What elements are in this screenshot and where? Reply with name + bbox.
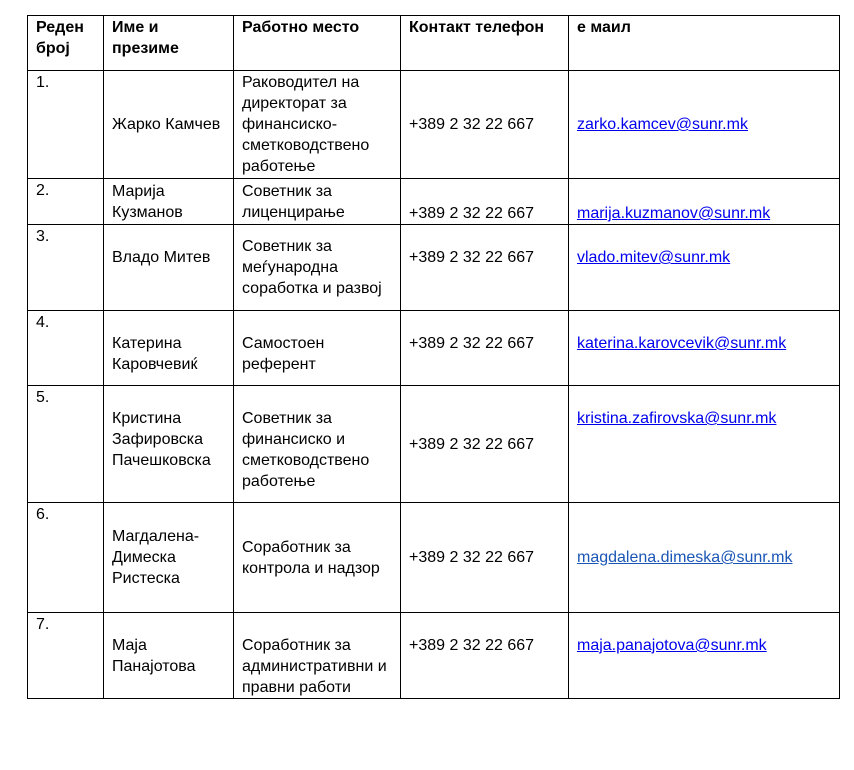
- staff-position: Советник за лиценцирање: [234, 179, 401, 225]
- staff-phone: +389 2 32 22 667: [401, 503, 569, 613]
- email-link[interactable]: zarko.kamcev@sunr.mk: [577, 116, 748, 133]
- email-link[interactable]: maja.panajotova@sunr.mk: [577, 637, 767, 654]
- row-number: 7.: [28, 613, 104, 699]
- email-link[interactable]: kristina.zafirovska@sunr.mk: [577, 410, 777, 427]
- header-number: Реден број: [28, 16, 104, 71]
- table-row: [28, 311, 840, 386]
- staff-position: Раководител на директорат за финансиско-сметководствено работење: [234, 71, 401, 179]
- staff-name: Катерина Каровчевиќ: [104, 311, 234, 386]
- staff-email-cell: [569, 71, 840, 179]
- staff-position: Советник за финансиско и сметководствено работење: [234, 386, 401, 503]
- staff-phone: +389 2 32 22 667: [401, 71, 569, 179]
- table-row: [28, 386, 840, 503]
- header-position: Работно место: [234, 16, 401, 71]
- staff-email-cell: [569, 613, 840, 699]
- table-row: [28, 179, 840, 225]
- staff-position: Соработник за контрола и надзор: [234, 503, 401, 613]
- staff-phone: +389 2 32 22 667: [401, 386, 569, 503]
- staff-phone: +389 2 32 22 667: [401, 225, 569, 311]
- email-link[interactable]: vlado.mitev@sunr.mk: [577, 249, 731, 266]
- header-email: е маил: [569, 16, 840, 71]
- row-number: 4.: [28, 311, 104, 386]
- staff-position: Самостоен референт: [234, 311, 401, 386]
- email-link[interactable]: magdalena.dimeska@sunr.mk: [577, 549, 793, 566]
- header-phone: Контакт телефон: [401, 16, 569, 71]
- email-link[interactable]: katerina.karovcevik@sunr.mk: [577, 335, 787, 352]
- staff-contact-table: [27, 15, 840, 699]
- staff-email-cell: [569, 179, 840, 225]
- staff-name: Жарко Камчев: [104, 71, 234, 179]
- staff-phone: +389 2 32 22 667: [401, 311, 569, 386]
- table-header-row: [28, 16, 840, 71]
- header-name: Име и презиме: [104, 16, 234, 71]
- staff-phone: +389 2 32 22 667: [401, 179, 569, 225]
- table-row: [28, 613, 840, 699]
- row-number: 2.: [28, 179, 104, 225]
- row-number: 5.: [28, 386, 104, 503]
- staff-name: Марија Кузманов: [104, 179, 234, 225]
- staff-email-cell: [569, 311, 840, 386]
- staff-email-cell: [569, 503, 840, 613]
- staff-position: Соработник за административни и правни работи: [234, 613, 401, 699]
- staff-position: Советник за меѓународна соработка и развој: [234, 225, 401, 311]
- staff-name: Магдалена-Димеска Ристеска: [104, 503, 234, 613]
- table-row: [28, 225, 840, 311]
- staff-name: Маја Панајотова: [104, 613, 234, 699]
- email-link[interactable]: marija.kuzmanov@sunr.mk: [577, 205, 771, 222]
- staff-name: Владо Митев: [104, 225, 234, 311]
- staff-name: Кристина Зафировска Пачешковска: [104, 386, 234, 503]
- table-row: [28, 71, 840, 179]
- row-number: 6.: [28, 503, 104, 613]
- staff-phone: +389 2 32 22 667: [401, 613, 569, 699]
- staff-email-cell: [569, 386, 840, 503]
- row-number: 3.: [28, 225, 104, 311]
- table-row: [28, 503, 840, 613]
- row-number: 1.: [28, 71, 104, 179]
- staff-email-cell: [569, 225, 840, 311]
